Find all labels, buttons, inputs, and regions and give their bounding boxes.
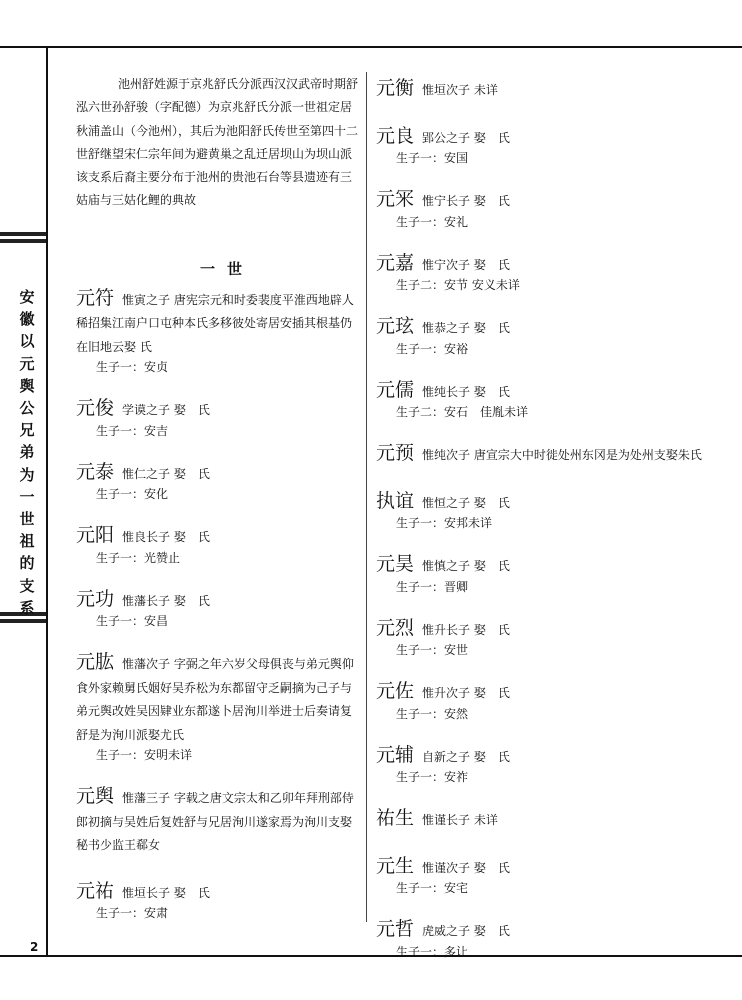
page-number: 2: [30, 940, 39, 954]
person-name: 元俊: [76, 397, 115, 420]
person-description: 惟良长子 娶 氏: [122, 530, 210, 545]
entry-line: [76, 588, 360, 614]
genealogy-entry: [376, 553, 738, 595]
children-line: 生子一：安贞: [96, 360, 169, 375]
person-name: 元烈: [376, 616, 415, 639]
person-name: 元肱: [76, 651, 115, 674]
person-name: 元预: [376, 442, 415, 464]
genealogy-entry: [376, 315, 738, 357]
person-description: 惟垣长子 娶 氏: [122, 885, 210, 900]
person-name: 元泰: [76, 460, 115, 483]
entry-line: [376, 855, 738, 881]
person-name: 元衡: [376, 77, 415, 99]
right-column: [376, 77, 738, 982]
entry-line: [376, 680, 738, 706]
person-description: 惟藩三子 字载之唐文宗太和乙卯年拜刑部侍郎初摘与吴姓后复姓舒与兄居洵川遂家焉为洵川支娶秘书少监王郗女: [76, 791, 354, 853]
entry-line: [376, 252, 738, 278]
side-decoration-top: [0, 232, 46, 246]
side-title: 安徽以元舆公兄弟为一世祖的支系: [19, 288, 35, 617]
person-name: 元昊: [376, 553, 415, 575]
left-margin-rule: [46, 46, 48, 957]
person-description: 惟仁之子 娶 氏: [122, 466, 210, 481]
person-description: 郢公之子 娶 氏: [422, 130, 510, 145]
children-line: 生子一：晋卿: [396, 579, 469, 594]
children-line: 生子一：安肃: [96, 906, 169, 921]
person-description: 惟宁长子 娶 氏: [422, 194, 510, 208]
entry-line: [376, 744, 738, 770]
entry-line: [376, 553, 738, 579]
entry-line: [76, 785, 360, 858]
person-name: 祐生: [376, 807, 415, 829]
entry-line: [76, 880, 360, 906]
person-description: 惟恭之子 娶 氏: [422, 321, 510, 335]
entry-line: [376, 77, 738, 103]
person-description: 惟寅之子 唐宪宗元和时委裴度平淮西地辟人稀招集江南户口屯种本氏多移彼处寄居安插其根基仍在旧地云娶 氏: [76, 292, 354, 354]
entry-line: [76, 524, 360, 550]
entry-line: [376, 807, 738, 833]
person-name: 元佐: [376, 680, 415, 702]
person-description: 惟恒之子 娶 氏: [422, 495, 510, 510]
genealogy-entry: [376, 125, 738, 167]
entry-line: [376, 918, 738, 944]
children-line: 生子二：安石 佳胤未详: [396, 405, 529, 419]
person-name: 元玹: [376, 315, 415, 337]
entry-line: [376, 442, 738, 468]
children-line: 生子一：安世: [396, 643, 469, 657]
genealogy-entry: [376, 744, 738, 786]
children-line: 生子一：多让: [396, 944, 469, 959]
person-description: 惟升次子 娶 氏: [422, 686, 510, 700]
person-description: 惟宁次子 娶 氏: [422, 257, 510, 272]
left-column: [76, 73, 360, 943]
genealogy-entry: [376, 680, 738, 722]
genealogy-entry: [376, 379, 738, 421]
person-description: 惟谨长子 未详: [422, 813, 498, 827]
genealogy-entry: [376, 617, 738, 659]
entry-line: [76, 397, 360, 423]
genealogy-entry: [76, 397, 360, 439]
person-description: 惟藩长子 娶 氏: [122, 593, 210, 608]
person-name: 元哲: [376, 918, 415, 940]
person-name: 元阳: [76, 524, 115, 547]
children-line: 生子二：安节 安义未详: [396, 278, 520, 292]
entry-line: [76, 461, 360, 487]
person-description: 惟纯长子 娶 氏: [422, 384, 510, 399]
genealogy-entry: [76, 785, 360, 858]
right-entry-list: [376, 77, 738, 960]
genealogy-entry: [376, 188, 738, 230]
person-name: 元儒: [376, 378, 415, 401]
top-rule: [0, 46, 742, 48]
person-name: 元冞: [376, 188, 415, 210]
person-name: 元辅: [376, 743, 415, 766]
person-name: 元生: [376, 854, 415, 877]
entry-line: [376, 125, 738, 151]
left-entry-list: [76, 287, 360, 922]
genealogy-entry: [376, 77, 738, 103]
genealogy-entry: [376, 807, 738, 833]
person-description: 惟升长子 娶 氏: [422, 622, 510, 637]
entry-line: [376, 188, 738, 214]
column-divider: [366, 72, 367, 922]
children-line: 生子一：安宅: [396, 881, 469, 895]
entry-line: [376, 617, 738, 643]
genealogy-entry: [76, 588, 360, 630]
person-description: 学谟之子 娶 氏: [122, 403, 210, 418]
children-line: 生子一：安昌: [96, 614, 169, 629]
person-name: 元嘉: [376, 251, 415, 274]
person-name: 元功: [76, 587, 115, 610]
person-name: 元良: [376, 124, 415, 147]
person-description: 惟垣次子 未详: [422, 83, 498, 97]
children-line: 生子一：安吉: [96, 423, 169, 438]
genealogy-entry: [376, 252, 738, 294]
person-name: 元舆: [76, 785, 115, 808]
genealogy-entry: [376, 442, 738, 468]
children-line: 生子一：安裕: [396, 341, 469, 356]
person-description: 惟谨次子 娶 氏: [422, 860, 510, 875]
person-description: 自新之子 娶 氏: [422, 749, 510, 764]
entry-line: [76, 651, 360, 747]
person-description: 惟纯次子 唐宣宗大中时徙处州东冈是为处州支娶朱氏: [422, 448, 702, 462]
genealogy-entry: [376, 855, 738, 897]
genealogy-entry: [376, 490, 738, 532]
person-description: 惟慎之子 娶 氏: [422, 559, 510, 573]
intro-paragraph: 池州舒姓源于京兆舒氏分派西汉汉武帝时期舒泓六世孙舒骏（字配德）为京兆舒氏分派一世祖定居秋浦盖山（今池州），其后为池阳舒氏传世至第四十二世舒继望宋仁宗年间为避黄巢之乱迁居坝山为坝山派该支系后裔主要分布于池州的贵池石台等县遗迹有三姑庙与三姑化鲤的典故: [76, 77, 359, 208]
children-line: 生子一：安国: [396, 151, 469, 165]
genealogy-entry: [76, 524, 360, 566]
genealogy-entry: [376, 918, 738, 960]
entry-line: [376, 490, 738, 516]
children-line: 生子一：安邦未详: [396, 516, 493, 530]
genealogy-entry: [76, 651, 360, 763]
genealogy-entry: [76, 880, 360, 922]
person-name: 元祐: [76, 879, 115, 902]
children-line: 生子一：光赞止: [96, 550, 181, 565]
person-name: 元符: [76, 286, 115, 309]
children-line: 生子一：安礼: [396, 214, 469, 229]
children-line: 生子一：安明未详: [96, 748, 193, 763]
generation-title: 一世: [199, 259, 254, 278]
genealogy-entry: [76, 287, 360, 376]
entry-line: [76, 287, 360, 360]
entry-line: [376, 315, 738, 341]
person-name: 执谊: [376, 489, 415, 512]
person-description: 惟藩次子 字弼之年六岁父母俱丧与弟元舆仰食外家赖舅氏姻好吴乔松为东都留守乏嗣摘为己子与弟元舆改姓吴因肄业东都遂卜居洵川举进士后奏请复舒是为洵川派娶尤氏: [76, 657, 354, 742]
children-line: 生子一：安然: [396, 706, 469, 721]
children-line: 生子一：安祚: [396, 770, 469, 784]
genealogy-entry: [76, 461, 360, 503]
entry-line: [376, 379, 738, 405]
person-description: 虎威之子 娶 氏: [422, 924, 510, 938]
children-line: 生子一：安化: [96, 487, 169, 502]
